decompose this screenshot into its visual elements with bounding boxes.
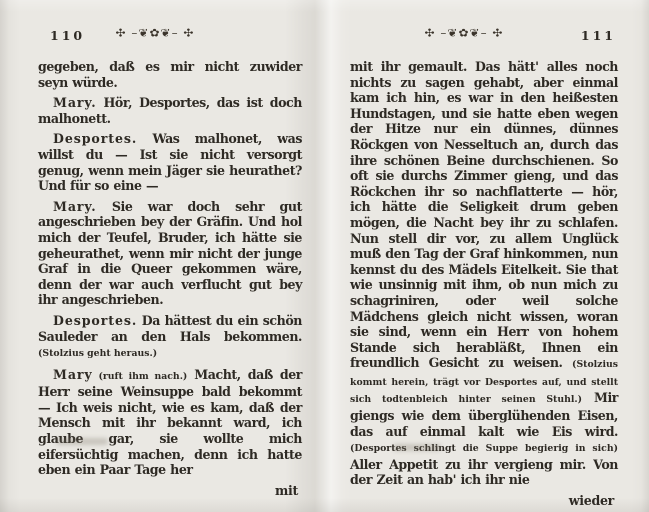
paragraph bbox=[38, 367, 302, 478]
page-left bbox=[38, 26, 302, 498]
stage-direction: (ruft ihm nach.) bbox=[92, 370, 188, 382]
ink-bleedthrough-smudge bbox=[393, 444, 441, 451]
page-right bbox=[350, 26, 618, 508]
catchword-right: wieder bbox=[568, 493, 614, 509]
page-text-left bbox=[38, 59, 302, 478]
dialogue-text: Sie war doch sehr gut angeschrieben bey der Gräfin. Und hol mich der Teufel, Bruder, ich hätte sie geheurathet, wenn mir nicht der junge Graf in die Queer gekommen wäre, denn der war auch verflucht gut bey ihr angeschrieben. bbox=[38, 198, 302, 308]
paragraph bbox=[38, 95, 302, 126]
dialogue-text: gegeben, daß es mir nicht zuwider seyn würde. bbox=[38, 59, 302, 90]
page-text-right bbox=[350, 59, 618, 488]
headpiece-ornament-icon: ✣ –❦✿❦– ✣ bbox=[424, 26, 504, 40]
catchword-left: mit bbox=[274, 482, 298, 498]
ink-bleedthrough-smudge bbox=[56, 438, 108, 445]
page-header-left bbox=[38, 26, 302, 46]
paragraph bbox=[38, 313, 302, 362]
stage-direction: (Stolzius kommt herein, trägt vor Desportes auf, und stellt sich todtenbleich hinter seinen Stuhl.) bbox=[350, 359, 618, 406]
paragraph bbox=[38, 59, 302, 90]
dialogue-text: Was malhonet, was willst du — Ist sie nicht versorgt genug, wenn mein Jäger sie heurathet? Und für so eine — bbox=[38, 131, 302, 194]
speaker-name: Mary. bbox=[53, 95, 97, 111]
dialogue-text: Da hättest du ein schön Sauleder an den Hals bekommen. bbox=[38, 312, 302, 344]
page-number-left: 110 bbox=[50, 28, 86, 43]
dialogue-text: Aller Appetit zu ihr vergieng mir. Von der Zeit an hab' ich ihr nie bbox=[350, 456, 618, 488]
dialogue-text: mit ihr gemault. Das hätt' alles noch nichts zu sagen gehabt, aber einmal kam ich hin, es war in den heißesten Hundstagen, und sie hatte eben wegen der Hitze nur ein dünnes, dünnes Röckgen von Nesseltuch an, durch das ihre schönen Beine durchschienen. So oft sie durchs Zimmer gieng, und das Röckchen ihr so nachflatterte — hör, ich hätte die Seligkeit drum geben mögen, die Nacht bey ihr zu schlafen. Nun stell dir vor, zu allem Unglück muß den Tag der Graf hinkommen, nun kennst du des Mädels Eitelkeit. Sie that wie unsinnig mit ihm, ob nun mich zu schagriniren, oder weil solche Mädchens gleich nicht wissen, woran sie sind, wenn ein Herr von hohem Stande sich herabläßt, Ihnen ein freundlich Gesicht zu weisen. bbox=[350, 59, 618, 371]
page-number-right: 111 bbox=[580, 28, 616, 43]
paragraph bbox=[38, 199, 302, 308]
speaker-name: Desportes. bbox=[53, 312, 138, 328]
stage-direction: (Desportes schlingt die Suppe begierig in sich) bbox=[350, 443, 618, 455]
stage-direction: (Stolzius geht heraus.) bbox=[38, 348, 158, 360]
page-header-right bbox=[350, 26, 618, 46]
speaker-name: Desportes. bbox=[53, 131, 138, 147]
speaker-name: Mary bbox=[53, 366, 93, 382]
dialogue-text: Mir giengs wie dem überglühenden Eisen, das auf einmal kalt wie Eis wird. bbox=[350, 390, 618, 439]
paragraph bbox=[38, 131, 302, 193]
dialogue-text: Hör, Desportes, das ist doch malhonett. bbox=[38, 95, 302, 126]
paragraph bbox=[350, 59, 618, 488]
dialogue-text: Macht, daß der Herr seine Weinsuppe bald bekommt — Ich weis nicht, wie es kam, daß der Mensch mit ihr bekannt ward, ich glaube gar, sie wollte mich eifersüchtig machen, denn ich hatte eben ein Paar Tage her bbox=[38, 366, 302, 478]
headpiece-ornament-icon: ✣ –❦✿❦– ✣ bbox=[115, 26, 195, 40]
speaker-name: Mary. bbox=[53, 198, 97, 214]
